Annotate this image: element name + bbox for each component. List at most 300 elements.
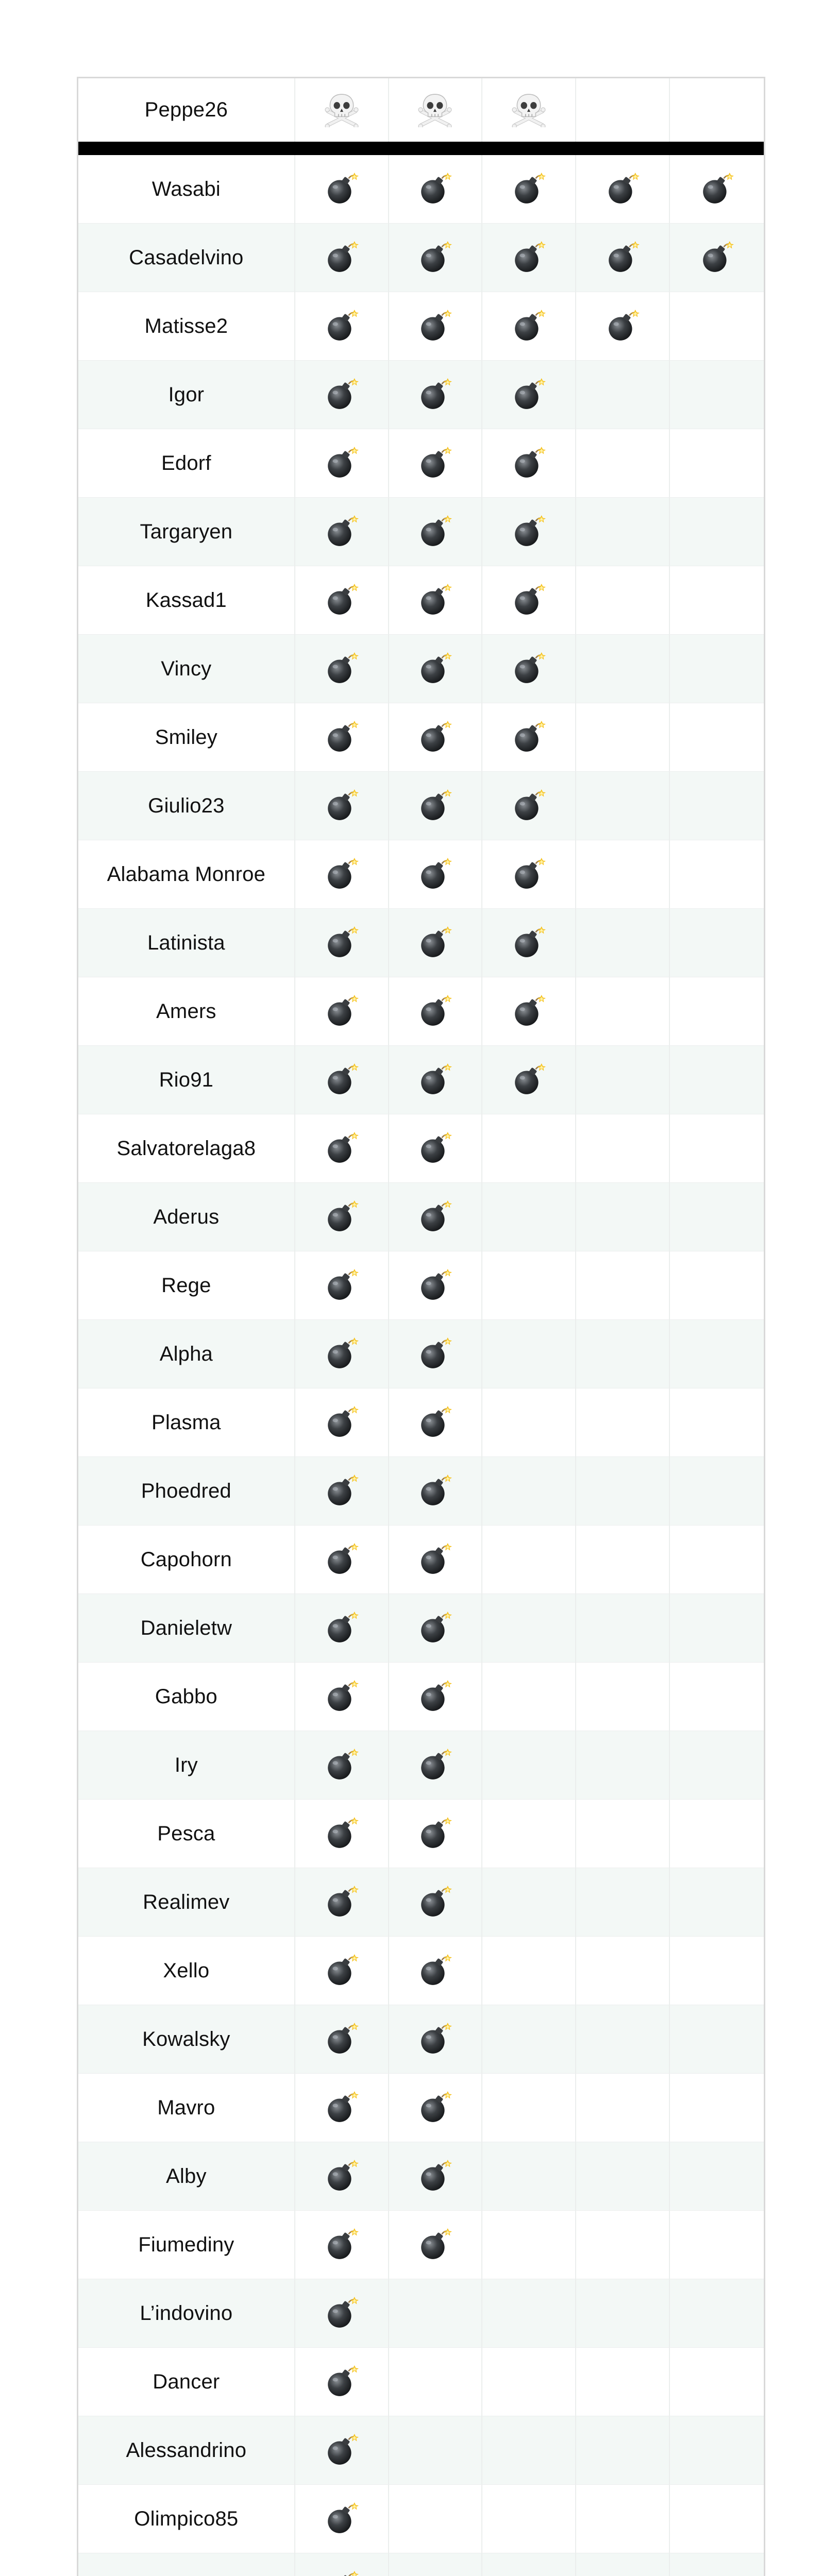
player-row [78,1868,764,1937]
mark-cell [482,566,576,634]
player-row [78,1388,764,1457]
mark-cell [389,2553,483,2576]
mark-cell [295,2348,389,2416]
mark-cell [295,703,389,771]
mark-cell [295,2485,389,2553]
mark-cell [576,2142,670,2210]
player-row [78,1800,764,1868]
bomb-icon [418,1474,452,1508]
player-name: Olimpico85 [78,2485,295,2553]
mark-cell [389,2348,483,2416]
mark-cell [482,429,576,497]
mark-cell [670,1320,764,1388]
player-row [78,224,764,292]
mark-cell [482,909,576,977]
leader-mark-cell [389,78,483,142]
bomb-icon [512,515,546,549]
player-name: Rio91 [78,1046,295,1114]
bomb-icon [512,241,546,275]
mark-cell [295,1046,389,1114]
player-name [78,2553,295,2576]
player-row [78,498,764,566]
bomb-icon [418,1063,452,1097]
mark-cell [482,224,576,292]
player-name: Wasabi [78,155,295,223]
mark-cell [576,1183,670,1251]
player-name: Danieletw [78,1594,295,1662]
mark-cell [295,2416,389,2484]
mark-cell [670,2279,764,2347]
player-row [78,2485,764,2553]
mark-cell [670,1937,764,2005]
bomb-icon [325,1268,359,1302]
bomb-icon [325,1817,359,1851]
mark-cell [670,2553,764,2576]
mark-cell [389,635,483,703]
bomb-icon [418,994,452,1028]
mark-cell [576,1526,670,1594]
bomb-icon [512,720,546,754]
player-name: L’indovino [78,2279,295,2347]
player-row [78,1183,764,1251]
mark-cell [576,1114,670,1182]
mark-cell [670,1731,764,1799]
mark-cell [389,1046,483,1114]
player-row [78,977,764,1046]
bomb-icon [325,1131,359,1165]
bomb-icon [418,1817,452,1851]
bomb-icon [512,789,546,823]
mark-cell [389,2485,483,2553]
player-row [78,1046,764,1114]
mark-cell [389,1320,483,1388]
bomb-icon [325,172,359,206]
player-name: Alabama Monroe [78,840,295,908]
mark-cell [295,977,389,1045]
player-name: Iry [78,1731,295,1799]
mark-cell [295,224,389,292]
player-row [78,1937,764,2005]
mark-cell [670,155,764,223]
player-name: Kowalsky [78,2005,295,2073]
mark-cell [482,1800,576,1868]
mark-cell [389,1937,483,2005]
bomb-icon [325,1337,359,1371]
mark-cell [482,1663,576,1731]
mark-cell [670,703,764,771]
bomb-icon [325,1885,359,1919]
mark-cell [482,772,576,840]
bomb-icon [418,2228,452,2262]
player-name: Mavro [78,2074,295,2142]
player-name: Xello [78,1937,295,2005]
mark-cell [482,2416,576,2484]
mark-cell [576,703,670,771]
mark-cell [389,566,483,634]
mark-cell [482,1320,576,1388]
mark-cell [576,840,670,908]
mark-cell [576,224,670,292]
bomb-icon [418,241,452,275]
mark-cell [389,2416,483,2484]
mark-cell [670,1183,764,1251]
mark-cell [389,1251,483,1319]
player-name: Alby [78,2142,295,2210]
skull-crossbones-icon [418,93,452,127]
player-name: Gabbo [78,1663,295,1731]
player-name: Giulio23 [78,772,295,840]
leader-mark-cell [576,78,670,142]
mark-cell [389,498,483,566]
player-row [78,1731,764,1800]
bomb-icon [325,2365,359,2399]
mark-cell [482,840,576,908]
mark-cell [389,977,483,1045]
mark-cell [295,1320,389,1388]
player-name: Edorf [78,429,295,497]
mark-cell [482,2005,576,2073]
bomb-icon [418,1268,452,1302]
bomb-icon [700,241,734,275]
bomb-icon [325,515,359,549]
mark-cell [576,1937,670,2005]
bomb-icon [418,720,452,754]
mark-cell [389,772,483,840]
player-row [78,1663,764,1731]
mark-cell [576,1663,670,1731]
bomb-icon [418,926,452,960]
mark-cell [389,2279,483,2347]
bomb-icon [325,378,359,412]
mark-cell [295,1731,389,1799]
player-name: Alpha [78,1320,295,1388]
player-row [78,566,764,635]
leader-mark-cell [482,78,576,142]
bomb-icon [325,1200,359,1234]
mark-cell [670,977,764,1045]
mark-cell [576,2416,670,2484]
mark-cell [389,292,483,360]
mark-cell [670,224,764,292]
player-name: Fiumediny [78,2211,295,2279]
bomb-icon [325,2433,359,2467]
mark-cell [295,566,389,634]
player-name: Aderus [78,1183,295,1251]
bomb-icon [606,309,640,343]
mark-cell [295,2279,389,2347]
bomb-icon [325,1063,359,1097]
bomb-icon [325,1543,359,1577]
mark-cell [670,1114,764,1182]
mark-cell [576,566,670,634]
bomb-icon [325,1405,359,1439]
bomb-icon [512,378,546,412]
mark-cell [670,2485,764,2553]
player-name: Targaryen [78,498,295,566]
bomb-icon [418,515,452,549]
mark-cell [482,1731,576,1799]
mark-cell [482,2074,576,2142]
bomb-icon [325,857,359,891]
mark-cell [295,840,389,908]
bomb-icon [418,1954,452,1988]
mark-cell [295,2005,389,2073]
mark-cell [389,1594,483,1662]
mark-cell [482,1937,576,2005]
bomb-icon [418,446,452,480]
mark-cell [295,1594,389,1662]
bomb-icon [325,2159,359,2193]
mark-cell [482,2348,576,2416]
player-name: Smiley [78,703,295,771]
bomb-icon [325,1474,359,1508]
player-name: Casadelvino [78,224,295,292]
player-name: Dancer [78,2348,295,2416]
player-name: Capohorn [78,1526,295,1594]
mark-cell [295,429,389,497]
mark-cell [389,1800,483,1868]
bomb-icon [418,1405,452,1439]
mark-cell [576,2279,670,2347]
player-row [78,292,764,361]
mark-cell [576,1868,670,1936]
mark-cell [670,2074,764,2142]
mark-cell [295,1251,389,1319]
mark-cell [389,1388,483,1456]
mark-cell [576,1388,670,1456]
player-name: Amers [78,977,295,1045]
mark-cell [389,224,483,292]
skull-crossbones-icon [512,93,546,127]
bomb-icon [418,1131,452,1165]
mark-cell [670,1526,764,1594]
mark-cell [576,1457,670,1525]
mark-cell [576,1251,670,1319]
mark-cell [295,498,389,566]
mark-cell [576,155,670,223]
bomb-icon [325,720,359,754]
bomb-icon [606,241,640,275]
bomb-icon [325,2296,359,2330]
mark-cell [670,1457,764,1525]
mark-cell [389,1731,483,1799]
player-row [78,1457,764,1526]
mark-cell [295,1183,389,1251]
bomb-icon [700,172,734,206]
player-name: Phoedred [78,1457,295,1525]
mark-cell [482,155,576,223]
bomb-icon [325,2091,359,2125]
bomb-icon [325,2502,359,2536]
mark-cell [670,1663,764,1731]
bomb-icon [512,857,546,891]
mark-cell [576,2005,670,2073]
player-name: Vincy [78,635,295,703]
bomb-icon [418,172,452,206]
bomb-icon [418,1748,452,1782]
mark-cell [482,498,576,566]
bomb-icon [325,583,359,617]
bomb-icon [418,1680,452,1714]
player-name: Salvatorelaga8 [78,1114,295,1182]
bomb-icon [325,309,359,343]
bomb-icon [325,926,359,960]
bomb-icon [418,857,452,891]
bomb-icon [325,241,359,275]
mark-cell [670,498,764,566]
bomb-icon [606,172,640,206]
player-row [78,2074,764,2142]
bomb-icon [512,652,546,686]
mark-cell [482,2279,576,2347]
mark-cell [295,1937,389,2005]
skull-crossbones-icon [325,93,359,127]
mark-cell [295,909,389,977]
mark-cell [295,1388,389,1456]
bomb-icon [418,2022,452,2056]
player-row [78,703,764,772]
mark-cell [295,2142,389,2210]
mark-cell [576,2211,670,2279]
bomb-icon [325,1611,359,1645]
bomb-icon [418,1337,452,1371]
mark-cell [389,1868,483,1936]
bomb-icon [418,309,452,343]
bomb-icon [418,789,452,823]
player-row [78,2553,764,2576]
mark-cell [576,429,670,497]
bomb-icon [325,652,359,686]
player-list [78,155,764,2576]
player-name: Rege [78,1251,295,1319]
player-row [78,2279,764,2348]
player-row [78,2005,764,2074]
mark-cell [295,1663,389,1731]
mark-cell [389,1663,483,1731]
player-name: Alessandrino [78,2416,295,2484]
mark-cell [295,2211,389,2279]
mark-cell [389,703,483,771]
mark-cell [295,2553,389,2576]
mark-cell [482,1388,576,1456]
mark-cell [670,2416,764,2484]
scoreboard-table [77,77,765,2576]
mark-cell [670,429,764,497]
bomb-icon [418,1885,452,1919]
mark-cell [482,635,576,703]
bomb-icon [418,652,452,686]
mark-cell [576,2348,670,2416]
bomb-icon [418,378,452,412]
mark-cell [482,1251,576,1319]
bomb-icon [325,789,359,823]
mark-cell [482,2485,576,2553]
mark-cell [295,772,389,840]
player-row [78,1251,764,1320]
player-row [78,2142,764,2211]
mark-cell [389,1183,483,1251]
player-row [78,772,764,840]
player-row [78,1526,764,1594]
mark-cell [576,635,670,703]
mark-cell [295,1114,389,1182]
player-name: Kassad1 [78,566,295,634]
mark-cell [576,1731,670,1799]
bomb-icon [418,583,452,617]
bomb-icon [418,1543,452,1577]
player-name: Matisse2 [78,292,295,360]
mark-cell [670,2142,764,2210]
mark-cell [576,772,670,840]
bomb-icon [325,1680,359,1714]
bomb-icon [325,2022,359,2056]
player-row [78,909,764,977]
bomb-icon [418,2091,452,2125]
mark-cell [482,1046,576,1114]
mark-cell [670,1046,764,1114]
mark-cell [576,498,670,566]
bomb-icon [325,446,359,480]
mark-cell [482,1526,576,1594]
mark-cell [670,2348,764,2416]
bomb-icon [418,1611,452,1645]
mark-cell [389,429,483,497]
mark-cell [670,2211,764,2279]
mark-cell [295,155,389,223]
bomb-icon [512,926,546,960]
player-name: Realimev [78,1868,295,1936]
bomb-icon [325,2570,359,2576]
bomb-icon [325,1954,359,1988]
bomb-icon [512,583,546,617]
player-name: Igor [78,361,295,429]
mark-cell [389,155,483,223]
bomb-icon [512,309,546,343]
mark-cell [576,977,670,1045]
mark-cell [670,2005,764,2073]
bomb-icon [512,1063,546,1097]
player-name: Plasma [78,1388,295,1456]
mark-cell [670,566,764,634]
mark-cell [670,292,764,360]
mark-cell [295,1800,389,1868]
mark-cell [670,1251,764,1319]
player-row [78,2211,764,2279]
mark-cell [389,2142,483,2210]
mark-cell [389,2211,483,2279]
leader-mark-cell [670,78,764,142]
player-row [78,840,764,909]
mark-cell [670,1800,764,1868]
mark-cell [295,1526,389,1594]
mark-cell [670,1388,764,1456]
bomb-icon [418,1200,452,1234]
mark-cell [389,361,483,429]
mark-cell [389,2005,483,2073]
mark-cell [295,292,389,360]
mark-cell [295,1868,389,1936]
mark-cell [295,361,389,429]
bomb-icon [418,2159,452,2193]
player-row [78,1594,764,1663]
mark-cell [482,2553,576,2576]
bomb-icon [325,2228,359,2262]
player-row [78,2416,764,2485]
mark-cell [482,1594,576,1662]
player-row [78,361,764,429]
mark-cell [482,1183,576,1251]
mark-cell [389,1526,483,1594]
